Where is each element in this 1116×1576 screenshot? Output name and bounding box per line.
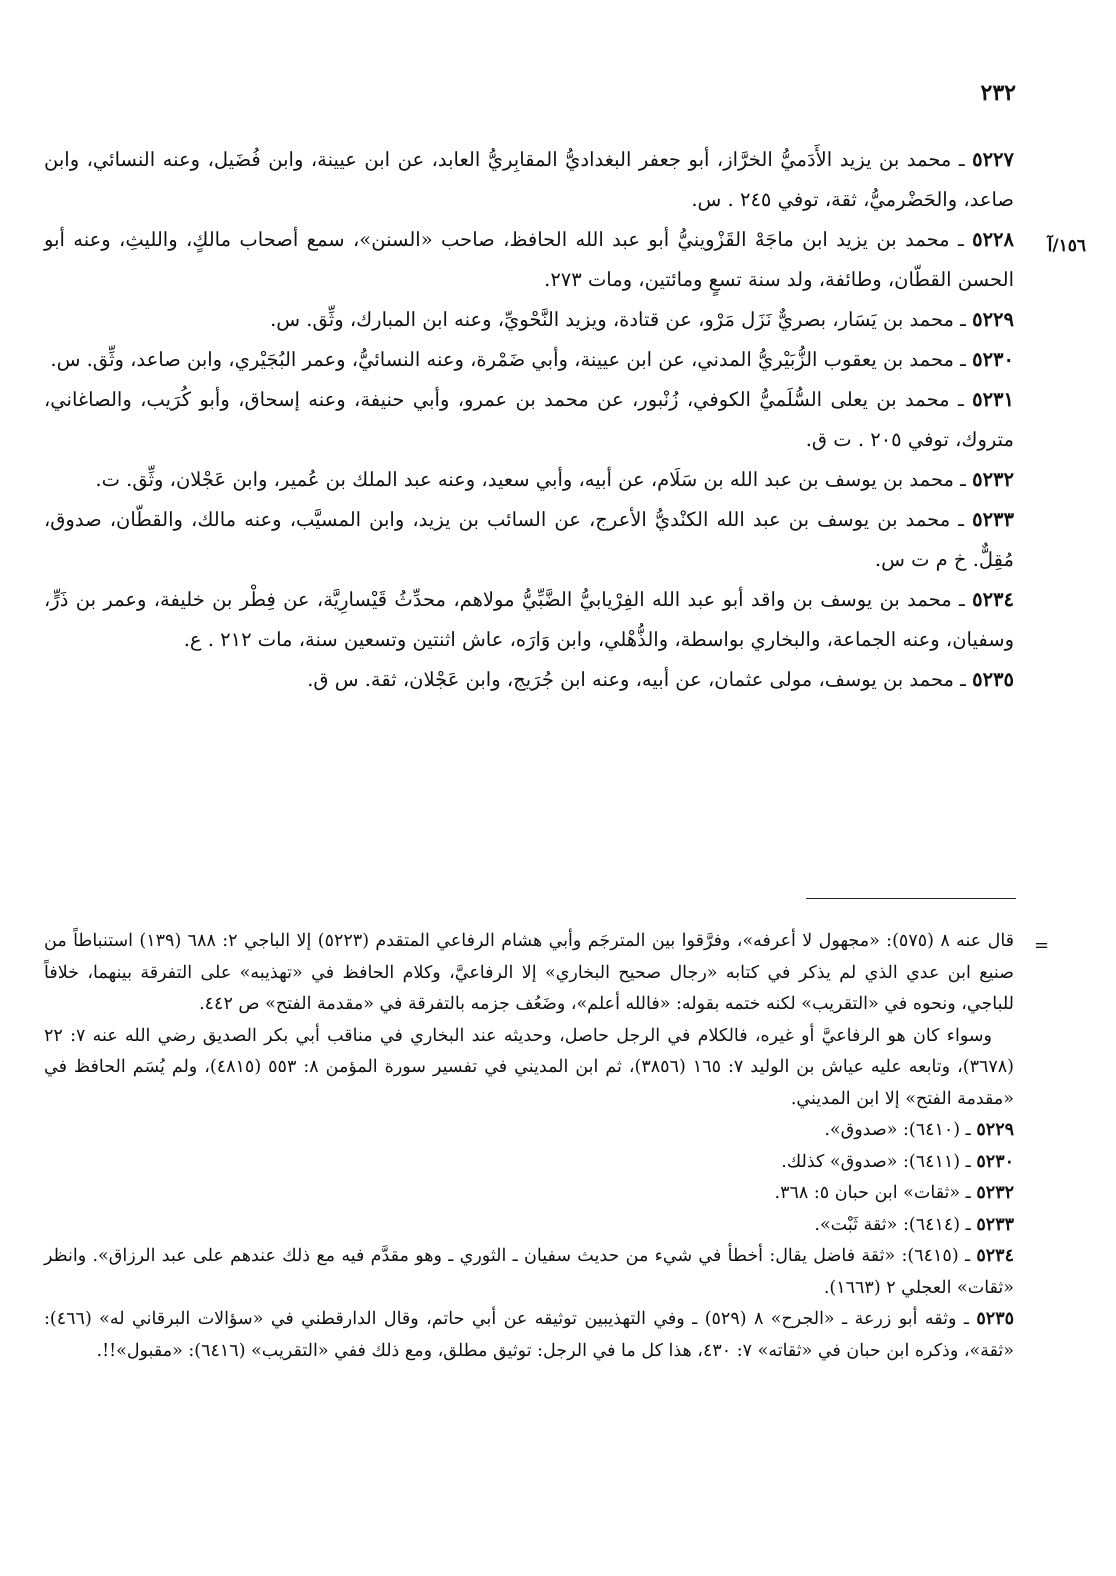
- entry-number: ٥٢٣٢: [972, 468, 1014, 491]
- entry-text: ـ محمد بن يوسف، مولى عثمان، عن أبيه، وعنه ابن جُرَيج، وابن عَجْلان، ثقة. س ق.: [307, 668, 973, 691]
- footnote: [44, 1210, 1014, 1242]
- footnote-number: ٥٢٣٥: [976, 1309, 1014, 1329]
- entry-number: ٥٢٣٥: [972, 668, 1014, 691]
- footnote: [44, 1178, 1014, 1210]
- entry-text: ـ محمد بن يزيد ابن ماجَهْ القَزْوينيُّ أبو عبد الله الحافظ، صاحب «السنن»، سمع أصحاب مالكٍ، والليثِ، وعنه أبو الحسن القطّان، وطائفة، ولد سنة تسعٍ ومائتين، ومات ٢٧٣.: [44, 228, 1014, 291]
- biography-entry: [44, 580, 1014, 660]
- footnote-text: وسواء كان هو الرفاعيَّ أو غيره، فالكلام في الرجل حاصل، وحديثه عند البخاري في مناقب أبي بكر الصديق رضي الله عنه ٧: ٢٢ (٣٦٧٨)، وتابعه عليه عياش بن الوليد ٧: ١٦٥ (٣٨٥٦)، ثم ابن المديني في تفسير سورة المؤمن ٨: ٥٥٣ (٤٨١٥)، ولم يُسَم الحافظ في «مقدمة الفتح» إلا ابن المديني.: [44, 1025, 1014, 1109]
- footnote-text: قال عنه ٨ (٥٧٥): «مجهول لا أعرفه»، وفرَّقوا بين المترجَم وأبي هشام الرفاعي المتقدم (٥٢٢٣) إلا الباجي ٢: ٦٨٨ (١٣٩) استنباطاً من صنيع ابن عدي الذي لم يذكر في كتابه «رجال صحيح البخاري» إلا الرفاعيَّ، وكلام الحافظ في «تهذيبه» على التفرقة بينهما، خلافاً للباجي، ونحوه في «التقريب» لكنه ختمه بقوله: «فالله أعلم»، وضَعُف جزمه بالتفرقة في «مقدمة الفتح» ص ٤٤٢.: [44, 931, 1015, 1014]
- footnote-text: ـ (٦٤١١): «صدوق» كذلك.: [781, 1151, 977, 1172]
- footnote-number: ٥٢٣٠: [976, 1151, 1014, 1172]
- footnote: [44, 1147, 1014, 1179]
- margin-manuscript-note: ١٥٦/آ: [1047, 236, 1086, 256]
- footnote-text: ـ «ثقات» ابن حبان ٥: ٣٦٨.: [774, 1183, 977, 1203]
- entry-text: ـ محمد بن يوسف بن عبد الله بن سَلَام، عن أبيه، وأبي سعيد، وعنه عبد الملك بن عُمير، وابن عَجْلان، وثِّق. ت.: [95, 468, 973, 491]
- biography-entry: [44, 500, 1014, 580]
- footnotes: [44, 926, 1014, 1367]
- main-text: [44, 140, 1014, 700]
- footnote: [44, 1021, 1014, 1116]
- footnote: [44, 1241, 1014, 1304]
- footnote-text: ـ (٦٤١٤): «ثقة ثَبْت».: [814, 1214, 977, 1235]
- biography-entry: [44, 300, 1014, 340]
- entry-number: ٥٢٢٧: [972, 148, 1014, 171]
- entry-number: ٥٢٣١: [972, 388, 1014, 411]
- biography-entry: [44, 660, 1014, 700]
- entry-text: ـ محمد بن يعقوب الزُّبَيْريُّ المدني، عن ابن عيينة، وأبي ضَمْرة، وعنه النسائيُّ، وعمر البُجَيْري، وابن صاعد، وثِّق. س.: [50, 348, 973, 371]
- entry-number: ٥٢٢٩: [972, 308, 1014, 331]
- entry-text: ـ محمد بن يَسَار، بصريٌّ نَزَل مَرْو، عن قتادة، ويزيد النَّحْويِّ، وعنه ابن المبارك، وثِّق. س.: [270, 308, 973, 331]
- footnote-number: ٥٢٢٩: [976, 1120, 1014, 1140]
- entry-text: ـ محمد بن يعلى السُّلَميُّ الكوفي، زُنْبور، عن محمد بن عمرو، وأبي حنيفة، وعنه إسحاق، وأبو كُرَيب، والصاغاني، متروك، توفي ٢٠٥ . ت ق.: [44, 388, 1014, 451]
- biography-entry: [44, 460, 1014, 500]
- biography-entry: [44, 340, 1014, 380]
- footnote-number: ٥٢٣٣: [976, 1214, 1014, 1235]
- entry-text: ـ محمد بن يزيد الأَدَميُّ الخرَّاز، أبو جعفر البغداديُّ المقابِريُّ العابد، عن ابن عيينة، وابن فُضَيل، وعنه النسائي، وابن صاعد، والحَضْرميُّ، ثقة، توفي ٢٤٥ . س.: [44, 148, 1014, 211]
- footnote-text: ـ (٦٤١٠): «صدوق».: [824, 1120, 977, 1140]
- footnote: [44, 926, 1014, 1021]
- biography-entry: [44, 380, 1014, 460]
- footnote: [44, 1115, 1014, 1147]
- footnote-separator: [806, 898, 1016, 899]
- footnote-number: ٥٢٣٤: [976, 1246, 1014, 1266]
- page-number: ٢٣٢: [980, 80, 1016, 106]
- biography-entry: [44, 140, 1014, 220]
- biography-entry: [44, 220, 1014, 300]
- footnote-text: ـ (٦٤١٥): «ثقة فاضل يقال: أخطأ في شيء من حديث سفيان ـ الثوري ـ وهو مقدَّم فيه مع ذلك عندهم على عبد الرزاق». وانظر «ثقات» العجلي ٢ (١٦٦٣).: [44, 1246, 1014, 1298]
- entry-number: ٥٢٣٣: [972, 508, 1014, 531]
- continuation-marker: =: [1034, 935, 1050, 956]
- entry-number: ٥٢٣٤: [972, 588, 1014, 611]
- entry-text: ـ محمد بن يوسف بن واقد أبو عبد الله الفِرْيابيُّ الضَّبِّيُّ مولاهم، محدِّثُ قَيْسارِيَّة، عن فِطْر بن خليفة، وعمر بن ذَرٍّ، وسفيان، وعنه الجماعة، والبخاري بواسطة، والذُّهْلي، وابن وَارَه، عاش اثنتين وتسعين سنة، مات ٢١٢ . ع.: [44, 588, 1014, 651]
- footnote: [44, 1304, 1014, 1367]
- footnote-number: ٥٢٣٢: [976, 1183, 1014, 1203]
- footnote-text: ـ وثقه أبو زرعة ـ «الجرح» ٨ (٥٢٩) ـ وفي التهذيبين توثيقه عن أبي حاتم، وقال الدارقطني في «سؤالات البرقاني له» (٤٦٦): «ثقة»، وذكره ابن حبان في «ثقاته» ٧: ٤٣٠، هذا كل ما في الرجل: توثيق مطلق، ومع ذلك ففي «التقريب» (٦٤١٦): «مقبول»!!.: [44, 1309, 1014, 1361]
- entry-number: ٥٢٢٨: [972, 228, 1014, 251]
- entry-text: ـ محمد بن يوسف بن عبد الله الكنْديُّ الأعرج، عن السائب بن يزيد، وابن المسيَّب، وعنه مالك، والقطّان، صدوق، مُقِلٌّ. خ م ت س.: [44, 508, 1014, 571]
- entry-number: ٥٢٣٠: [972, 348, 1014, 371]
